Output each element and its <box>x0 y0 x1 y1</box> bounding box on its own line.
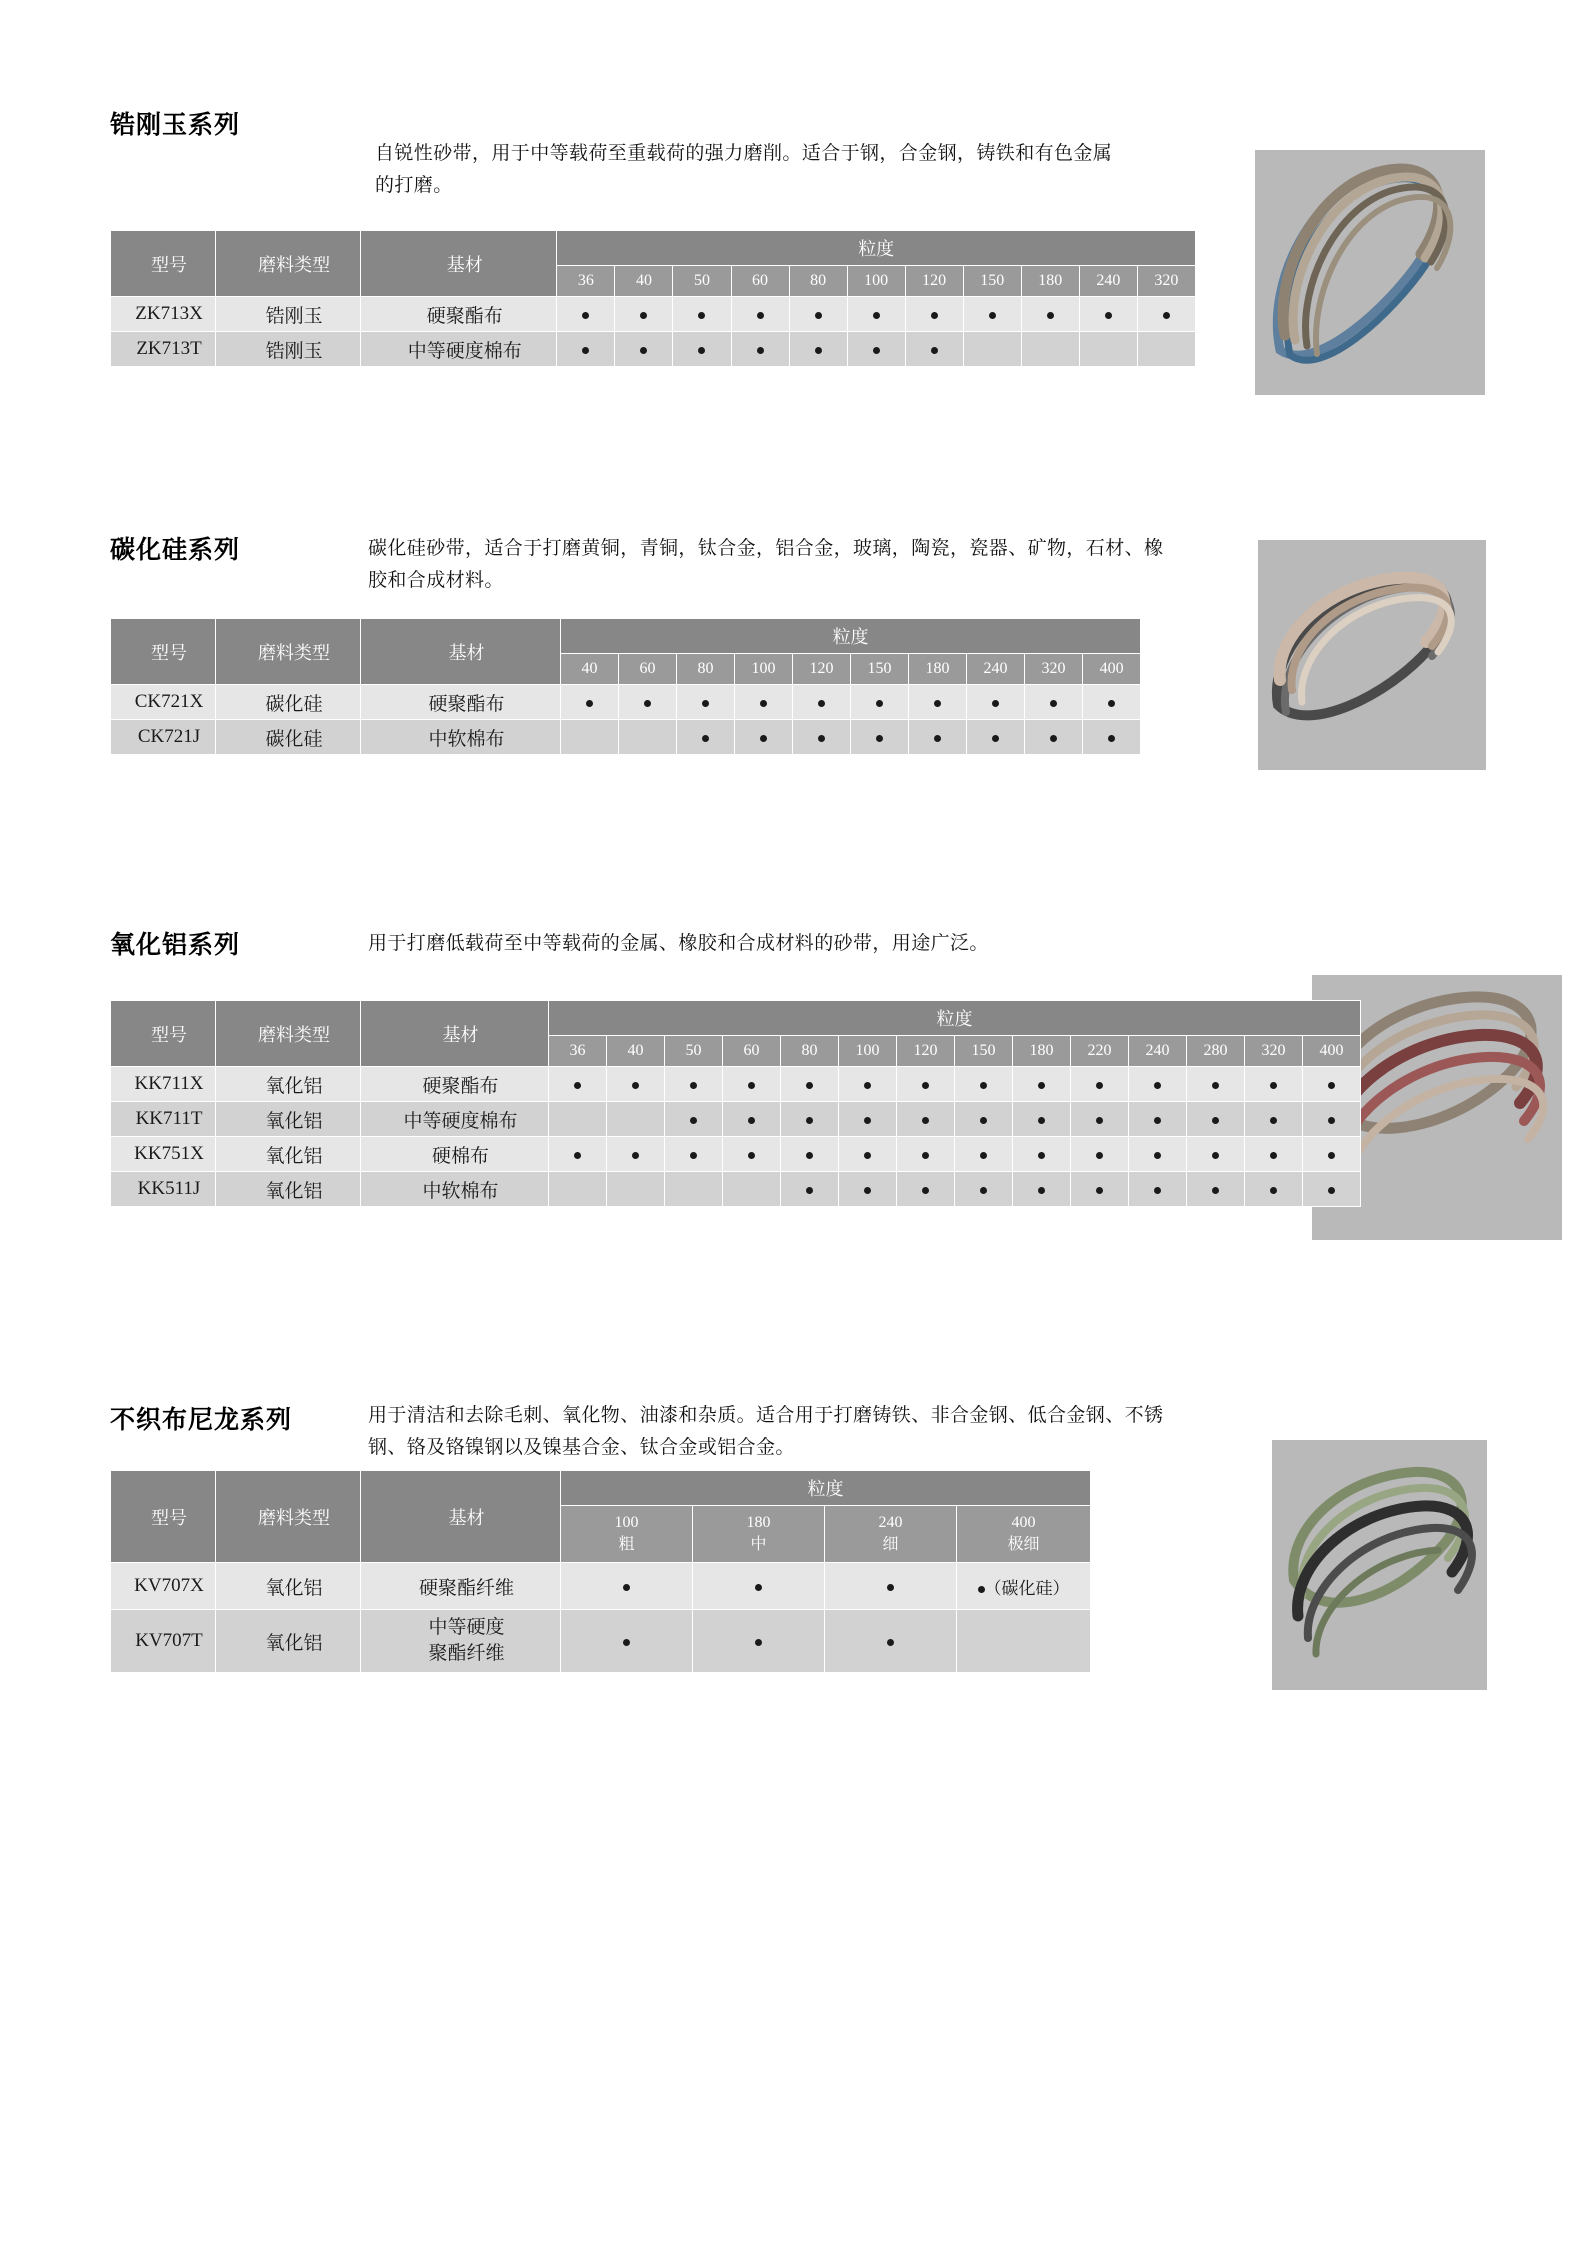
grit-label: 100 <box>839 1036 897 1067</box>
cell-mark <box>607 1172 665 1207</box>
grit-label: 40 <box>607 1036 665 1067</box>
cell-mark <box>723 1102 781 1137</box>
cell-mark <box>1129 1067 1187 1102</box>
col-abrasive: 磨料类型 <box>216 619 361 685</box>
grit-label: 60 <box>731 266 789 297</box>
cell-mark <box>825 1563 957 1610</box>
cell-mark <box>1013 1102 1071 1137</box>
cell-mark <box>1303 1102 1361 1137</box>
table-header-row <box>111 619 1141 654</box>
cell-mark <box>1025 720 1083 755</box>
grit-label: 36 <box>557 266 615 297</box>
cell-backing: 硬棉布 <box>361 1137 549 1172</box>
cell-mark <box>561 720 619 755</box>
cell-abrasive: 碳化硅 <box>216 720 361 755</box>
col-backing: 基材 <box>361 1471 561 1563</box>
grit-label: 280 <box>1187 1036 1245 1067</box>
cell-mark <box>619 685 677 720</box>
cell-mark <box>1137 297 1195 332</box>
cell-mark <box>955 1172 1013 1207</box>
cell-mark <box>1129 1172 1187 1207</box>
grit-label <box>957 1506 1091 1563</box>
grit-label: 150 <box>963 266 1021 297</box>
cell-mark <box>1021 332 1079 367</box>
grit-label: 120 <box>897 1036 955 1067</box>
grit-desc: 中 <box>750 1536 767 1553</box>
table-row <box>111 297 1196 332</box>
cell-mark <box>549 1172 607 1207</box>
grit-label: 240 <box>1079 266 1137 297</box>
section-description: 用于清洁和去除毛刺、氧化物、油漆和杂质。适合用于打磨铸铁、非合金钢、低合金钢、不锈钢、铬及铬镍钢以及镍基合金、钛合金或铝合金。 <box>368 1405 1164 1458</box>
cell-mark <box>839 1172 897 1207</box>
cell-mark <box>723 1137 781 1172</box>
cell-mark <box>847 332 905 367</box>
cell-backing: 中等硬度棉布 <box>361 332 557 367</box>
mark-note: （碳化硅） <box>984 1578 1070 1598</box>
cell-mark <box>789 332 847 367</box>
cell-mark <box>665 1067 723 1102</box>
cell-mark <box>731 297 789 332</box>
silicon-carbide-grit-table <box>110 618 1141 755</box>
cell-mark <box>957 1610 1091 1673</box>
grit-label: 40 <box>615 266 673 297</box>
grit-desc: 细 <box>882 1536 899 1553</box>
cell-abrasive: 锆刚玉 <box>216 332 361 367</box>
cell-abrasive: 氧化铝 <box>216 1137 361 1172</box>
table-row <box>111 720 1141 755</box>
table-row <box>111 1102 1361 1137</box>
cell-mark <box>955 1102 1013 1137</box>
cell-model: CK721J <box>111 720 216 755</box>
cell-mark <box>723 1172 781 1207</box>
grit-label: 240 <box>967 654 1025 685</box>
cell-mark <box>561 685 619 720</box>
section-title: 不织布尼龙系列 <box>110 1407 293 1434</box>
nonwoven-nylon-belts-photo <box>1272 1440 1487 1690</box>
cell-mark <box>1071 1172 1129 1207</box>
cell-abrasive: 氧化铝 <box>216 1610 361 1673</box>
cell-mark <box>735 720 793 755</box>
cell-mark <box>909 685 967 720</box>
grit-label: 60 <box>723 1036 781 1067</box>
section-description: 碳化硅砂带，适合于打磨黄铜，青铜，钛合金，铝合金，玻璃，陶瓷，瓷器、矿物，石材、橡胶和合成材料。 <box>368 538 1164 591</box>
cell-mark <box>1187 1067 1245 1102</box>
cell-mark <box>557 332 615 367</box>
cell-mark <box>967 685 1025 720</box>
cell-mark <box>963 297 1021 332</box>
table-row <box>111 685 1141 720</box>
cell-mark <box>665 1172 723 1207</box>
cell-mark <box>781 1172 839 1207</box>
table-header-row <box>111 1471 1091 1506</box>
cell-mark <box>1083 685 1141 720</box>
cell-mark <box>673 332 731 367</box>
cell-mark <box>851 685 909 720</box>
cell-abrasive: 氧化铝 <box>216 1067 361 1102</box>
grit-label: 180 <box>1021 266 1079 297</box>
zirconia-belts-photo <box>1255 150 1485 395</box>
cell-mark <box>905 297 963 332</box>
grit-label: 100 <box>735 654 793 685</box>
cell-backing: 硬聚酯纤维 <box>361 1563 561 1610</box>
cell-model: KK711X <box>111 1067 216 1102</box>
cell-abrasive: 碳化硅 <box>216 685 361 720</box>
grit-label: 400 <box>1083 654 1141 685</box>
cell-mark <box>955 1067 1013 1102</box>
cell-mark <box>677 720 735 755</box>
grit-label: 100 <box>847 266 905 297</box>
cell-mark <box>1245 1102 1303 1137</box>
cell-mark <box>909 720 967 755</box>
cell-mark <box>1021 297 1079 332</box>
grit-label: 60 <box>619 654 677 685</box>
cell-backing: 中等硬度棉布 <box>361 1102 549 1137</box>
grit-label <box>693 1506 825 1563</box>
cell-backing: 中软棉布 <box>361 1172 549 1207</box>
grit-label: 36 <box>549 1036 607 1067</box>
cell-mark <box>1129 1102 1187 1137</box>
cell-mark <box>781 1137 839 1172</box>
section-title: 碳化硅系列 <box>110 537 241 564</box>
grit-desc: 极细 <box>1007 1536 1040 1553</box>
table-row <box>111 332 1196 367</box>
col-model: 型号 <box>111 1001 216 1067</box>
grit-label: 80 <box>781 1036 839 1067</box>
cell-mark <box>1245 1067 1303 1102</box>
cell-mark <box>1079 332 1137 367</box>
cell-mark <box>825 1610 957 1673</box>
grit-label: 240 <box>1129 1036 1187 1067</box>
table-header-row <box>111 1001 1361 1036</box>
cell-backing: 硬聚酯布 <box>361 685 561 720</box>
col-grit: 粒度 <box>549 1001 1361 1036</box>
cell-abrasive: 氧化铝 <box>216 1563 361 1610</box>
grit-label <box>825 1506 957 1563</box>
cell-mark <box>1137 332 1195 367</box>
cell-mark <box>693 1563 825 1610</box>
cell-model: KV707T <box>111 1610 216 1673</box>
cell-mark <box>665 1102 723 1137</box>
cell-mark <box>897 1067 955 1102</box>
grit-desc: 粗 <box>618 1536 635 1553</box>
cell-mark <box>549 1067 607 1102</box>
cell-mark <box>967 720 1025 755</box>
col-grit: 粒度 <box>561 1471 1091 1506</box>
cell-mark <box>905 332 963 367</box>
section-title: 锆刚玉系列 <box>110 112 241 139</box>
grit-label: 50 <box>665 1036 723 1067</box>
aluminium-oxide-grit-table <box>110 1000 1361 1207</box>
backing-line-1: 中等硬度 <box>428 1617 505 1638</box>
cell-abrasive: 氧化铝 <box>216 1102 361 1137</box>
grit-label: 400 <box>1303 1036 1361 1067</box>
cell-model: KK711T <box>111 1102 216 1137</box>
section-title: 氧化铝系列 <box>110 932 241 959</box>
cell-mark <box>897 1137 955 1172</box>
col-backing: 基材 <box>361 619 561 685</box>
cell-mark <box>1187 1137 1245 1172</box>
cell-mark <box>793 685 851 720</box>
grit-label: 150 <box>851 654 909 685</box>
cell-mark <box>781 1102 839 1137</box>
col-backing: 基材 <box>361 1001 549 1067</box>
table-row <box>111 1172 1361 1207</box>
cell-mark <box>1071 1102 1129 1137</box>
table-row <box>111 1067 1361 1102</box>
cell-mark <box>607 1137 665 1172</box>
cell-mark <box>1025 685 1083 720</box>
cell-mark-note <box>957 1563 1091 1610</box>
cell-mark <box>549 1102 607 1137</box>
cell-mark <box>665 1137 723 1172</box>
cell-model: KK751X <box>111 1137 216 1172</box>
grit-number: 180 <box>746 1514 771 1531</box>
grit-label: 320 <box>1137 266 1195 297</box>
cell-mark <box>1303 1067 1361 1102</box>
cell-mark <box>1071 1067 1129 1102</box>
cell-mark <box>1013 1067 1071 1102</box>
cell-mark <box>1187 1172 1245 1207</box>
cell-mark <box>731 332 789 367</box>
cell-model: KK511J <box>111 1172 216 1207</box>
col-model: 型号 <box>111 231 216 297</box>
cell-abrasive: 氧化铝 <box>216 1172 361 1207</box>
cell-model: CK721X <box>111 685 216 720</box>
silicon-carbide-belts-photo <box>1258 540 1486 770</box>
cell-mark <box>619 720 677 755</box>
cell-model: KV707X <box>111 1563 216 1610</box>
cell-mark <box>1303 1172 1361 1207</box>
cell-mark <box>847 297 905 332</box>
cell-mark <box>897 1172 955 1207</box>
cell-mark <box>607 1102 665 1137</box>
cell-mark <box>897 1102 955 1137</box>
col-abrasive: 磨料类型 <box>216 1471 361 1563</box>
col-abrasive: 磨料类型 <box>216 1001 361 1067</box>
cell-mark <box>1013 1137 1071 1172</box>
cell-mark <box>1129 1137 1187 1172</box>
col-backing: 基材 <box>361 231 557 297</box>
cell-backing: 中软棉布 <box>361 720 561 755</box>
cell-backing: 硬聚酯布 <box>361 1067 549 1102</box>
cell-mark <box>615 332 673 367</box>
grit-label: 80 <box>677 654 735 685</box>
grit-number: 100 <box>614 1514 639 1531</box>
cell-mark <box>839 1067 897 1102</box>
cell-mark <box>955 1137 1013 1172</box>
cell-mark <box>1245 1172 1303 1207</box>
cell-backing: 硬聚酯布 <box>361 297 557 332</box>
backing-line-2: 聚酯纤维 <box>428 1643 505 1664</box>
cell-abrasive: 锆刚玉 <box>216 297 361 332</box>
col-grit: 粒度 <box>561 619 1141 654</box>
table-header-row <box>111 231 1196 266</box>
nonwoven-nylon-grit-table <box>110 1470 1091 1673</box>
grit-label: 40 <box>561 654 619 685</box>
cell-mark <box>561 1610 693 1673</box>
cell-mark <box>549 1137 607 1172</box>
cell-mark <box>693 1610 825 1673</box>
cell-mark <box>1303 1137 1361 1172</box>
cell-mark <box>735 685 793 720</box>
col-model: 型号 <box>111 619 216 685</box>
section-description: 用于打磨低载荷至中等载荷的金属、橡胶和合成材料的砂带，用途广泛。 <box>368 933 989 954</box>
grit-label: 120 <box>793 654 851 685</box>
cell-mark <box>1083 720 1141 755</box>
cell-mark <box>607 1067 665 1102</box>
cell-mark <box>1187 1102 1245 1137</box>
cell-mark <box>781 1067 839 1102</box>
cell-mark <box>963 332 1021 367</box>
col-model: 型号 <box>111 1471 216 1563</box>
cell-mark <box>1071 1137 1129 1172</box>
table-row <box>111 1610 1091 1673</box>
grit-label: 150 <box>955 1036 1013 1067</box>
table-row <box>111 1563 1091 1610</box>
grit-label: 320 <box>1025 654 1083 685</box>
cell-model: ZK713T <box>111 332 216 367</box>
grit-label: 80 <box>789 266 847 297</box>
grit-label <box>561 1506 693 1563</box>
cell-mark <box>839 1102 897 1137</box>
cell-mark <box>1245 1137 1303 1172</box>
cell-mark <box>851 720 909 755</box>
grit-label: 50 <box>673 266 731 297</box>
section-description: 自锐性砂带，用于中等载荷至重载荷的强力磨削。适合于钢，合金钢，铸铁和有色金属的打磨。 <box>375 143 1113 196</box>
cell-mark <box>673 297 731 332</box>
cell-mark <box>1079 297 1137 332</box>
cell-model: ZK713X <box>111 297 216 332</box>
grit-label: 220 <box>1071 1036 1129 1067</box>
cell-mark <box>793 720 851 755</box>
cell-mark <box>615 297 673 332</box>
grit-label: 180 <box>1013 1036 1071 1067</box>
cell-mark <box>1013 1172 1071 1207</box>
table-row <box>111 1137 1361 1172</box>
cell-mark <box>839 1137 897 1172</box>
col-abrasive: 磨料类型 <box>216 231 361 297</box>
grit-number: 240 <box>878 1514 903 1531</box>
cell-mark <box>561 1563 693 1610</box>
grit-label: 180 <box>909 654 967 685</box>
cell-mark <box>789 297 847 332</box>
col-grit: 粒度 <box>557 231 1196 266</box>
grit-label: 120 <box>905 266 963 297</box>
zirconia-grit-table <box>110 230 1196 367</box>
cell-mark <box>557 297 615 332</box>
grit-number: 400 <box>1011 1514 1036 1531</box>
cell-backing <box>361 1610 561 1673</box>
cell-mark <box>677 685 735 720</box>
cell-mark <box>723 1067 781 1102</box>
grit-label: 320 <box>1245 1036 1303 1067</box>
